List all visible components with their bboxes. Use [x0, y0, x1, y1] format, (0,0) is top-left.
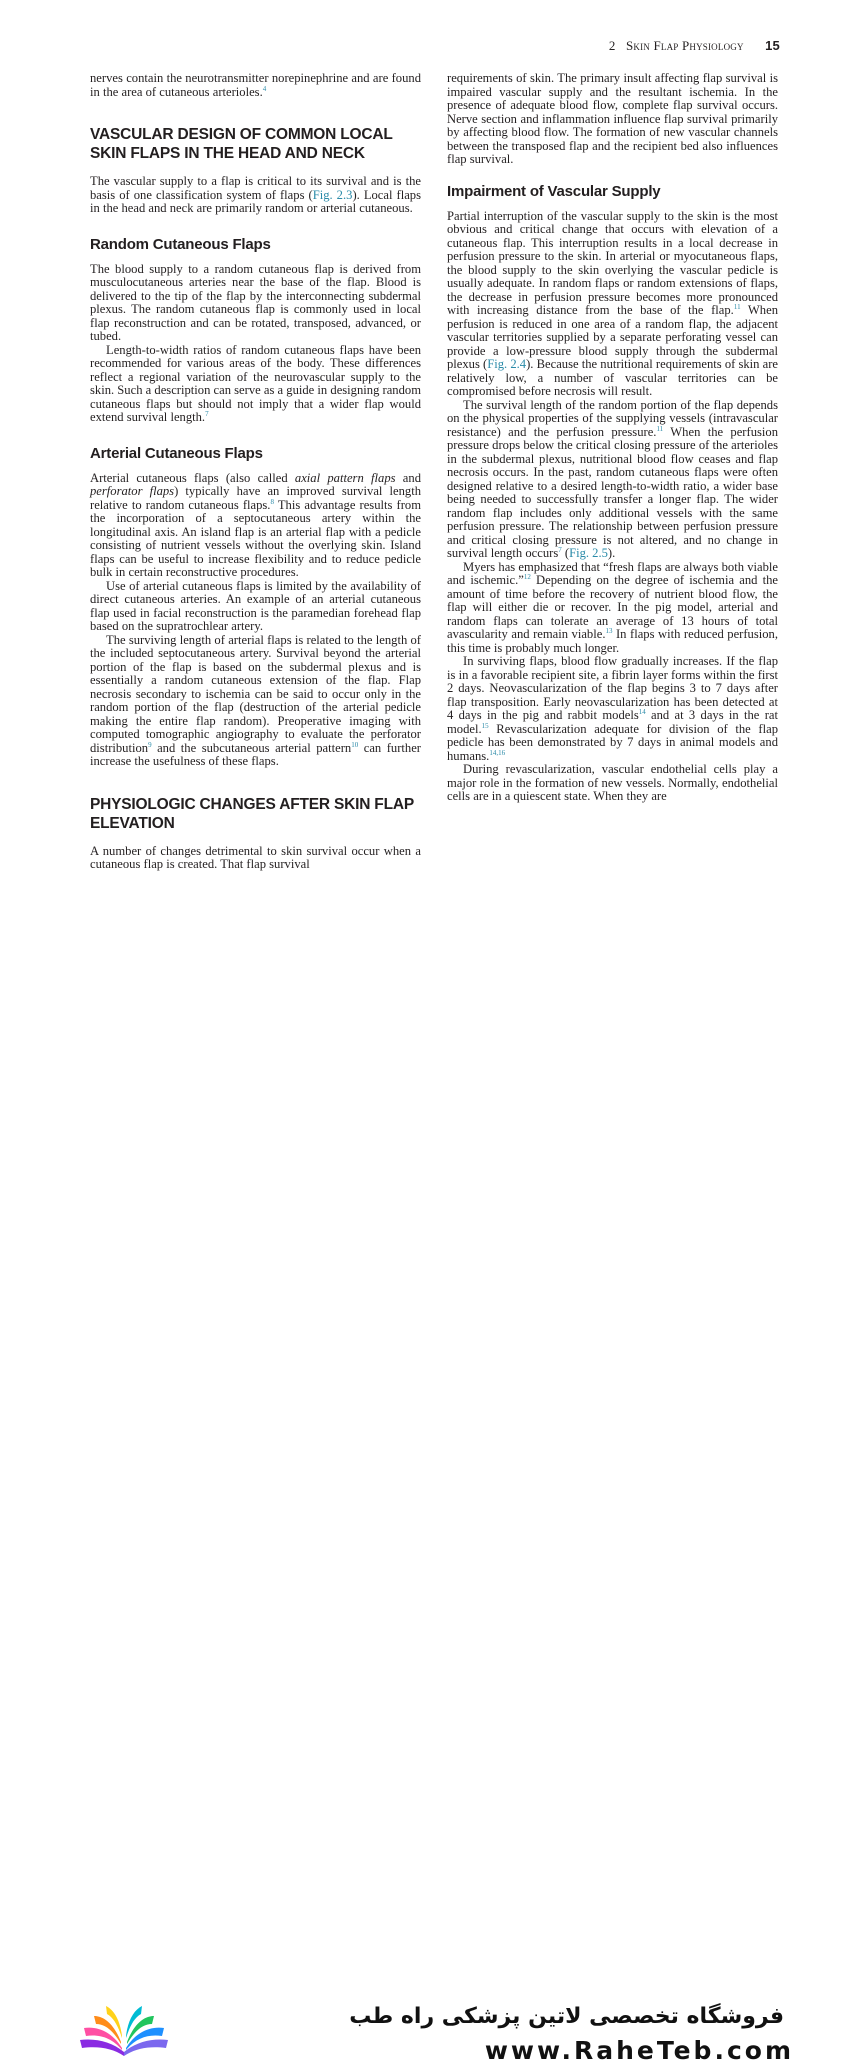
figure-link[interactable]: Fig. 2.3: [312, 187, 353, 202]
page-number: 15: [765, 38, 780, 53]
paragraph: During revascularization, vascular endothelial cells play a major role in the formation of new vessels. Normally, endothelial cells are in a quiescent state. When they are: [447, 762, 778, 803]
paragraph: Partial interruption of the vascular supply to the skin is the most obvious and critical change that occurs with elevation of a cutaneous flap. This interruption results in a local decrease in perfusion pressure to the skin. In arterial or myocutaneous flaps, the blood supply to the skin overlying the vascular pedicle is usually adequate. In random flaps or random extensions of flaps, the decrease in perfusion pressure becomes more pronounced with increasing distance from the base of the flap.$^{11}$ When perfusion is reduced in one area of a random flap, the adjacent vascular territories supplied by a separate perforating vessel can provide a low-pressure blood supply through the subdermal plexus (Fig. 2.4). Because the nutritional requirements of skin are relatively low, a number of vascular territories can be compromised before necrosis will result.: [447, 208, 778, 398]
citation-ref[interactable]: 12: [523, 572, 531, 581]
figure-link[interactable]: Fig. 2.4: [487, 357, 527, 371]
running-head: [609, 38, 780, 54]
subsection-heading: Impairment of Vascular Supply: [447, 182, 661, 200]
chapter-title: Skin Flap Physiology: [625, 38, 744, 53]
watermark-banner: [0, 994, 844, 2065]
left-column: [90, 72, 421, 872]
figure-link[interactable]: Fig. 2.5: [569, 546, 608, 560]
citation-ref[interactable]: 9: [148, 740, 152, 749]
store-url[interactable]: www.RaheTeb.com: [484, 2036, 794, 2065]
paragraph: Length-to-width ratios of random cutaneous flaps have been recommended for various areas of the body. These differences reflect a regional variation of the neurovascular supply to the skin. Such a description can serve as a guide in designing random cutaneous flaps but should not imply that a wider flap would extend survival length.$^7$: [90, 342, 421, 424]
citation-ref[interactable]: 10: [351, 740, 359, 749]
citation-ref[interactable]: 7: [205, 409, 209, 418]
paragraph: requirements of skin. The primary insult affecting flap survival is impaired vascular supply and the resultant ischemia. In the presence of adequate blood flow, complete flap survival occurs. Nerve section and inflammation influence flap survival primarily by affecting blood flow. The formation of new vascular channels between the transposed flap and the recipient bed also influences flap survival.: [447, 71, 778, 166]
chapter-number: 2: [608, 38, 616, 53]
paragraph: Myers has emphasized that “fresh flaps are always both viable and ischemic.”$^{12}$ Depending on the degree of ischemia and the amount of time before the recovery of nutrient blood flow, the flap will either die or recover. In the pig model, arterial and random flaps can tolerate an average of 13 hours of total avascularity and remain viable.$^{13}$ In flaps with reduced perfusion, this time is probably much longer.: [447, 559, 778, 655]
subsection-heading: Random Cutaneous Flaps: [90, 235, 271, 253]
paragraph: In surviving flaps, blood flow gradually increases. If the flap is in a favorable recipient site, a fibrin layer forms within the first 2 days. Neovascularization of the flap begins 3 to 7 days after flap transposition. Early neovascularization has been detected at 4 days in the pig and rabbit models$^{14}$ and at 3 days in the rat model.$^{15}$ Revascularization adequate for division of the flap pedicle has been demonstrated by 7 days in animal models and humans.$^{14,16}$: [447, 654, 778, 763]
citation-ref[interactable]: 14,16: [489, 748, 506, 757]
paragraph: Arterial cutaneous flaps (also called axial pattern flaps and perforator flaps) typically have an improved survival length relative to random cutaneous flaps.$^8$ This advantage results from the incorporation of a septocutaneous artery within the longitudinal axis. An island flap is an arterial flap with a pedicle consisting of nutrient vessels without the overlying skin. Island flaps can be useful to increase flexibility and to reduce pedicle bulk in certain reconstructive procedures.: [90, 470, 421, 579]
citation-ref[interactable]: 4: [262, 84, 267, 93]
paragraph: nerves contain the neurotransmitter norepinephrine and are found in the area of cutaneous arterioles.$^4$: [90, 71, 421, 99]
citation-ref[interactable]: 11: [656, 424, 664, 433]
paragraph: The surviving length of arterial flaps is related to the length of the included septocutaneous artery. Survival beyond the arterial portion of the flap is based on the subdermal plexus and is essentially a random cutaneous extension of the flap. Flap necrosis secondary to ischemia can be said to occur only in the random portion of the flap (destruction of the arterial pedicle making the entire flap random). Preoperative imaging with computed tomographic angiography to evaluate the perforator distribution$^9$ and the subcutaneous arterial pattern$^{10}$ can further increase the usefulness of these flaps.: [90, 632, 421, 768]
citation-ref[interactable]: 8: [270, 497, 274, 506]
paragraph: The blood supply to a random cutaneous flap is derived from musculocutaneous arteries near the base of the flap. Blood is delivered to the tip of the flap by the interconnecting subdermal plexus. The random cutaneous flap is commonly used in local flap reconstruction and can be rotated, transposed, advanced, or tubed.: [90, 261, 421, 343]
paragraph: A number of changes detrimental to skin survival occur when a cutaneous flap is created. That flap survival: [90, 843, 421, 871]
open-book-logo-icon: [76, 2002, 172, 2060]
right-column: [447, 72, 778, 804]
citation-ref[interactable]: 13: [605, 626, 613, 635]
citation-ref[interactable]: 15: [481, 721, 489, 730]
citation-ref[interactable]: 11: [733, 302, 741, 311]
subsection-heading: Arterial Cutaneous Flaps: [90, 444, 263, 462]
paragraph: Use of arterial cutaneous flaps is limited by the availability of direct cutaneous arteries. An example of an arterial cutaneous flap used in facial reconstruction is the paramedian forehead flap based on the supratrochlear artery.: [90, 578, 421, 633]
paragraph: The survival length of the random portion of the flap depends on the physical properties of the supplying vessels (intravascular resistance) and the perfusion pressure.$^{11}$ When the perfusion pressure drops below the critical closing pressure of the arterioles in the subdermal plexus, nutritional blood flow ceases and flap necrosis occurs. In the past, random cutaneous flaps were often designed relative to a desired length-to-width ratio, a wider base being needed to successfully transfer a longer flap. The wider random flap includes only additional vessels with the same perfusion pressure. The relationship between perfusion pressure and critical closing pressure is not altered, and no change in survival length occurs$^7$ (Fig. 2.5).: [447, 397, 778, 560]
citation-ref[interactable]: 14: [638, 707, 646, 716]
paragraph: The vascular supply to a flap is critical to its survival and is the basis of one classification system of flaps (Fig. 2.3). Local flaps in the head and neck are primarily random or arterial cutaneous.: [90, 174, 421, 215]
citation-ref[interactable]: 7: [558, 545, 562, 554]
store-name: فروشگاه تخصصی لاتین پزشکی راه طب: [349, 2004, 784, 2029]
section-heading: VASCULAR DESIGN OF COMMON LOCAL SKIN FLAPS IN THE HEAD AND NECK: [90, 126, 393, 162]
section-heading: PHYSIOLOGIC CHANGES AFTER SKIN FLAP ELEVATION: [90, 795, 414, 832]
